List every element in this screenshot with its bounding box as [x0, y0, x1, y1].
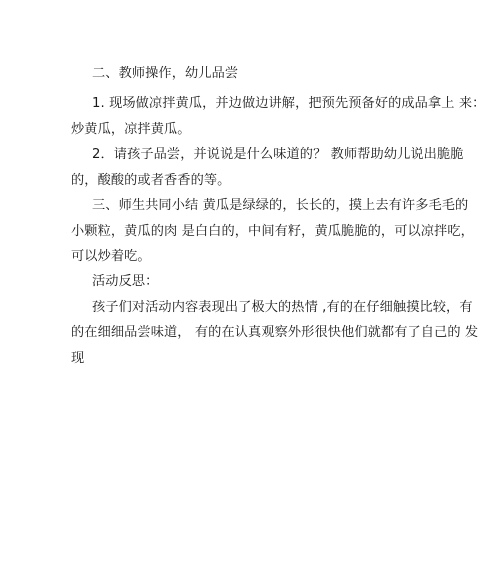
reflection-line-1: 孩子们对活动内容表现出了极大的热情 ,有的在仔细触摸比较，有 [92, 300, 473, 315]
step-1-line-2: 炒黄瓜，凉拌黄瓜。 [71, 122, 191, 137]
reflection-heading: 活动反思： [92, 274, 159, 289]
step-2-line-1: 2．请孩子品尝，并说说是什么味道的？ 教师帮助幼儿说出脆脆 [92, 147, 464, 162]
summary-line-1: 三、师生共同小结 黄瓜是绿绿的，长长的，摸上去有许多毛毛的 [92, 198, 469, 213]
reflection-line-3: 现 [71, 351, 85, 366]
reflection-line-2: 的在细细品尝味道， 有的在认真观察外形很快他们就都有了自己的 发 [71, 325, 479, 340]
summary-line-2: 小颗粒，黄瓜的肉 是白白的，中间有籽，黄瓜脆脆的，可以凉拌吃， [71, 224, 474, 239]
summary-line-3: 可以炒着吃。 [71, 249, 151, 264]
section-heading-teacher-operation: 二、教师操作，幼儿品尝 [92, 66, 239, 81]
step-1-line-1: 1. 现场做凉拌黄瓜，并边做边讲解，把预先预备好的成品拿上 来： [92, 96, 486, 111]
step-2-line-2: 的，酸酸的或者香香的等。 [71, 173, 231, 188]
